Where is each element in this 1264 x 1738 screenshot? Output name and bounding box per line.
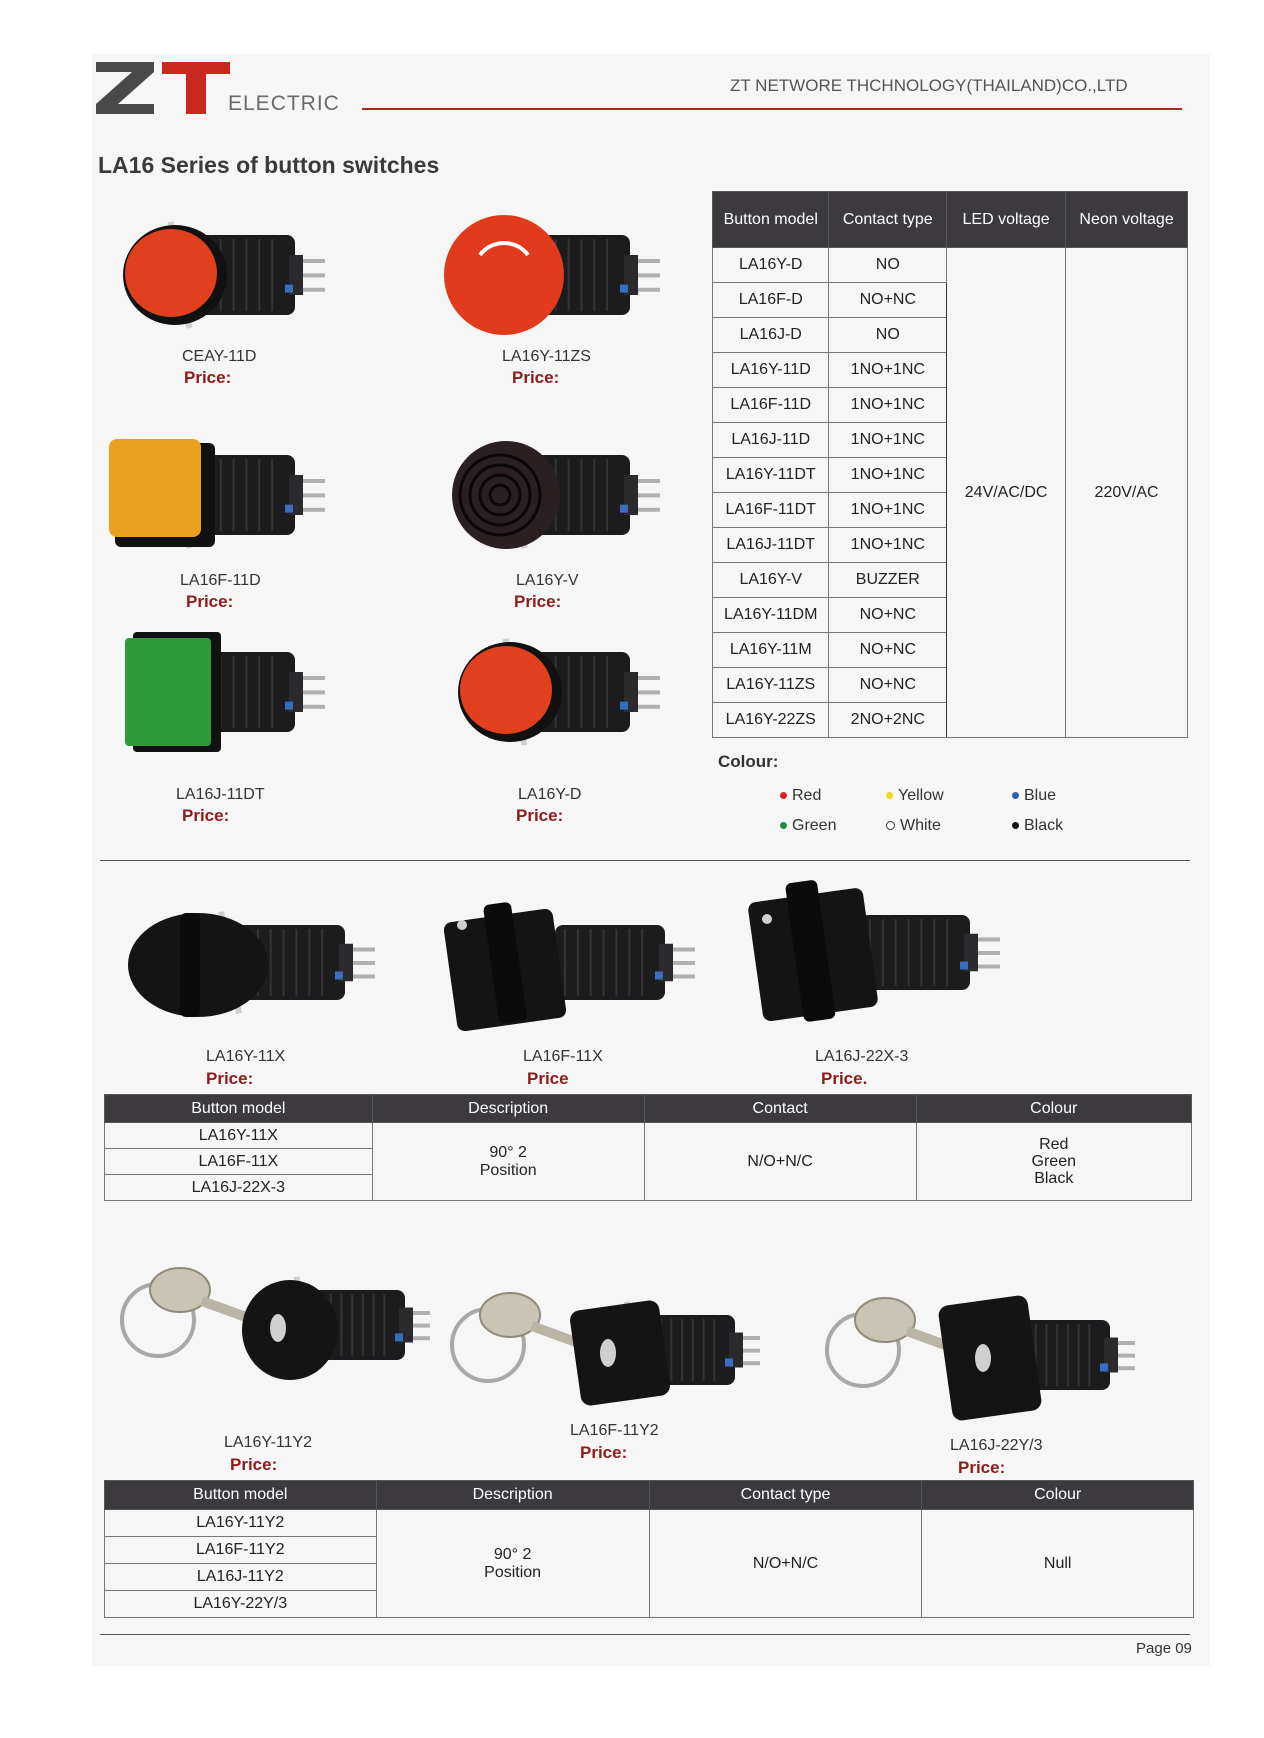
model-cell: LA16Y-V [713, 563, 829, 598]
contact-type-cell: NO+NC [829, 598, 947, 633]
colour-name: Blue [1024, 787, 1057, 804]
model-cell: LA16J-D [713, 318, 829, 353]
contact-type-cell: NO+NC [829, 633, 947, 668]
col-header-description: Description [372, 1095, 644, 1123]
model-cell: LA16Y-11D [713, 353, 829, 388]
col-header-contact-type: Contact type [649, 1481, 922, 1510]
colour-name: Green [792, 817, 837, 834]
product-illustration [440, 425, 680, 565]
model-cell: LA16F-11X [105, 1149, 373, 1175]
table-header-row [105, 1481, 1194, 1510]
product-price-label: Price: [206, 1069, 254, 1088]
model-cell: LA16F-D [713, 283, 829, 318]
selector-illustration [745, 875, 1015, 1025]
description-cell [376, 1510, 649, 1618]
model-cell: LA16J-11D [713, 423, 829, 458]
contact-cell: N/O+N/C [649, 1510, 922, 1618]
table-row [713, 248, 1188, 283]
model-cell: LA16F-11Y2 [105, 1537, 377, 1564]
product-model-label: LA16J-11DT [176, 786, 265, 803]
model-cell: LA16Y-11DT [713, 458, 829, 493]
section-divider [100, 860, 1190, 861]
contact-type-cell: 2NO+2NC [829, 703, 947, 738]
colour-option [1012, 787, 1056, 805]
key-switch-illustration [110, 1220, 430, 1420]
col-header-button-model: Button model [105, 1095, 373, 1123]
product-illustration [105, 205, 345, 345]
product-model-label: LA16F-11Y2 [570, 1422, 659, 1439]
colour-line: Red [1039, 1136, 1069, 1153]
colour-name: Red [792, 787, 822, 804]
colour-cell: Null [922, 1510, 1194, 1618]
product-price-label: Price. [821, 1069, 868, 1088]
model-cell: LA16J-11Y2 [105, 1564, 377, 1591]
colour-dot-icon [1012, 822, 1019, 829]
col-header-button-model: Button model [105, 1481, 377, 1510]
product-price-label: Price: [580, 1443, 628, 1462]
table-header-row [105, 1095, 1192, 1123]
product-illustration [440, 205, 680, 345]
model-cell: LA16Y-11X [105, 1123, 373, 1149]
company-name: ZT NETWORE THCHNOLOGY(THAILAND)CO.,LTD [730, 76, 1128, 95]
table-row [105, 1510, 1194, 1537]
colour-name: Black [1024, 817, 1064, 834]
colour-line: Black [1034, 1170, 1074, 1187]
description-line: Position [484, 1563, 542, 1581]
col-header-neon-voltage: Neon voltage [1066, 192, 1188, 248]
model-cell: LA16J-22X-3 [105, 1175, 373, 1201]
model-cell: LA16Y-11M [713, 633, 829, 668]
zt-logo [96, 60, 231, 116]
contact-type-cell: BUZZER [829, 563, 947, 598]
contact-type-cell: 1NO+1NC [829, 458, 947, 493]
product-model-label: LA16Y-V [516, 572, 579, 589]
table-header-row [713, 192, 1188, 248]
key-switch-illustration [440, 1245, 760, 1445]
contact-type-cell: NO+NC [829, 283, 947, 318]
page-number: Page 09 [1136, 1640, 1192, 1657]
col-header-contact: Contact [644, 1095, 916, 1123]
colour-option [780, 817, 836, 835]
description-cell [372, 1123, 644, 1201]
product-price-label: Price: [958, 1458, 1006, 1477]
push-button-spec-table [712, 191, 1188, 738]
colour-dot-icon [780, 792, 787, 799]
led-voltage-cell: 24V/AC/DC [947, 248, 1066, 738]
product-model-label: LA16J-22X-3 [815, 1048, 909, 1065]
series-title: LA16 Series of button switches [98, 152, 440, 178]
product-model-label: LA16F-11X [523, 1048, 603, 1065]
model-cell: LA16Y-11ZS [713, 668, 829, 703]
product-price-label: Price: [182, 806, 230, 825]
col-header-colour: Colour [916, 1095, 1192, 1123]
colour-cell [916, 1123, 1192, 1201]
model-cell: LA16Y-11DM [713, 598, 829, 633]
product-price-label: Price [527, 1069, 569, 1088]
colour-name: Yellow [898, 787, 944, 804]
table-row [105, 1123, 1192, 1149]
logo-electric-text: ELECTRIC [228, 92, 340, 115]
col-header-button-model: Button model [713, 192, 829, 248]
colour-dot-icon [780, 822, 787, 829]
header-divider [362, 108, 1182, 110]
description-line: 90° 2 [489, 1143, 527, 1161]
product-model-label: LA16Y-D [518, 786, 582, 803]
product-model-label: LA16Y-11Y2 [224, 1434, 313, 1451]
product-illustration [105, 425, 345, 565]
colour-option [780, 787, 821, 805]
contact-type-cell: 1NO+1NC [829, 528, 947, 563]
contact-type-cell: NO [829, 318, 947, 353]
colour-option [1012, 817, 1063, 835]
contact-cell: N/O+N/C [644, 1123, 916, 1201]
footer-divider [100, 1634, 1190, 1635]
model-cell: LA16F-11DT [713, 493, 829, 528]
col-header-description: Description [376, 1481, 649, 1510]
product-illustration [440, 622, 680, 762]
selector-illustration [120, 885, 390, 1035]
contact-type-cell: NO [829, 248, 947, 283]
model-cell: LA16Y-D [713, 248, 829, 283]
selector-illustration [440, 885, 710, 1035]
product-price-label: Price: [516, 806, 564, 825]
model-cell: LA16Y-22Y/3 [105, 1591, 377, 1618]
description-line: 90° 2 [493, 1545, 532, 1563]
model-cell: LA16F-11D [713, 388, 829, 423]
contact-type-cell: 1NO+1NC [829, 353, 947, 388]
col-header-led-voltage: LED voltage [947, 192, 1066, 248]
key-switch-illustration [815, 1250, 1135, 1450]
colour-dot-icon [886, 821, 895, 830]
colour-dot-icon [886, 792, 893, 799]
product-model-label: LA16Y-11ZS [502, 348, 591, 365]
product-model-label: LA16Y-11X [206, 1048, 286, 1065]
col-header-contact-type: Contact type [829, 192, 947, 248]
product-model-label: LA16J-22Y/3 [950, 1437, 1043, 1454]
model-cell: LA16J-11DT [713, 528, 829, 563]
colour-option [886, 817, 941, 835]
product-price-label: Price: [186, 592, 234, 611]
colour-dot-icon [1012, 792, 1019, 799]
model-cell: LA16Y-22ZS [713, 703, 829, 738]
product-price-label: Price: [512, 368, 560, 387]
colour-option [886, 787, 944, 805]
colour-title: Colour: [718, 752, 779, 771]
description-line: Position [479, 1161, 537, 1179]
product-model-label: CEAY-11D [182, 348, 257, 365]
product-illustration [105, 622, 345, 762]
product-price-label: Price: [230, 1455, 278, 1474]
product-price-label: Price: [184, 368, 232, 387]
key-switch-spec-table [104, 1480, 1194, 1618]
col-header-colour: Colour [922, 1481, 1194, 1510]
colour-line: Green [1031, 1153, 1076, 1170]
contact-type-cell: 1NO+1NC [829, 493, 947, 528]
contact-type-cell: NO+NC [829, 668, 947, 703]
neon-voltage-cell: 220V/AC [1066, 248, 1188, 738]
contact-type-cell: 1NO+1NC [829, 388, 947, 423]
colour-name: White [900, 817, 941, 834]
selector-spec-table [104, 1094, 1192, 1201]
product-price-label: Price: [514, 592, 562, 611]
model-cell: LA16Y-11Y2 [105, 1510, 377, 1537]
product-model-label: LA16F-11D [180, 572, 261, 589]
contact-type-cell: 1NO+1NC [829, 423, 947, 458]
